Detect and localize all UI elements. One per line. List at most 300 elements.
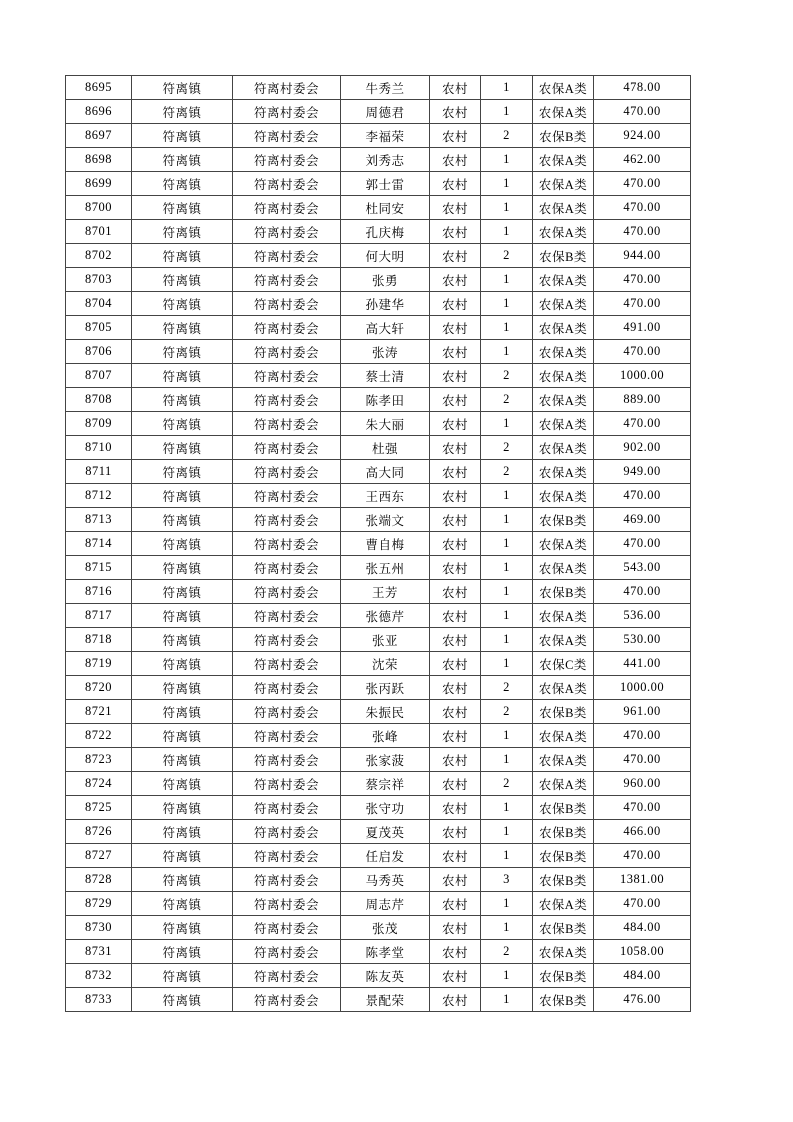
cell-id: 8699 (66, 172, 132, 196)
cell-name: 陈友英 (341, 964, 430, 988)
cell-category: 农保B类 (533, 580, 594, 604)
cell-amount: 470.00 (594, 580, 691, 604)
cell-category: 农保B类 (533, 244, 594, 268)
cell-town: 符离镇 (132, 676, 233, 700)
cell-count: 1 (481, 724, 533, 748)
cell-count: 1 (481, 604, 533, 628)
cell-type: 农村 (430, 988, 481, 1012)
cell-name: 曹自梅 (341, 532, 430, 556)
cell-count: 3 (481, 868, 533, 892)
cell-category: 农保A类 (533, 724, 594, 748)
table-row (66, 652, 691, 676)
table-row (66, 676, 691, 700)
cell-name: 马秀英 (341, 868, 430, 892)
cell-name: 陈孝堂 (341, 940, 430, 964)
cell-id: 8731 (66, 940, 132, 964)
cell-type: 农村 (430, 796, 481, 820)
table-row (66, 892, 691, 916)
cell-type: 农村 (430, 820, 481, 844)
cell-id: 8701 (66, 220, 132, 244)
cell-village: 符离村委会 (233, 148, 341, 172)
cell-name: 张端文 (341, 508, 430, 532)
cell-id: 8702 (66, 244, 132, 268)
cell-name: 蔡宗祥 (341, 772, 430, 796)
cell-name: 杜强 (341, 436, 430, 460)
cell-id: 8726 (66, 820, 132, 844)
cell-town: 符离镇 (132, 580, 233, 604)
cell-category: 农保A类 (533, 220, 594, 244)
table-row (66, 484, 691, 508)
cell-amount: 484.00 (594, 916, 691, 940)
cell-village: 符离村委会 (233, 700, 341, 724)
cell-amount: 470.00 (594, 292, 691, 316)
cell-town: 符离镇 (132, 316, 233, 340)
cell-amount: 961.00 (594, 700, 691, 724)
table-row (66, 508, 691, 532)
cell-amount: 1381.00 (594, 868, 691, 892)
table-row (66, 148, 691, 172)
cell-count: 1 (481, 220, 533, 244)
cell-village: 符离村委会 (233, 916, 341, 940)
cell-id: 8697 (66, 124, 132, 148)
cell-town: 符离镇 (132, 700, 233, 724)
cell-type: 农村 (430, 916, 481, 940)
cell-town: 符离镇 (132, 916, 233, 940)
cell-type: 农村 (430, 100, 481, 124)
cell-town: 符离镇 (132, 820, 233, 844)
cell-type: 农村 (430, 844, 481, 868)
cell-amount: 470.00 (594, 412, 691, 436)
cell-id: 8703 (66, 268, 132, 292)
cell-type: 农村 (430, 868, 481, 892)
cell-amount: 470.00 (594, 268, 691, 292)
cell-village: 符离村委会 (233, 964, 341, 988)
cell-name: 高大同 (341, 460, 430, 484)
cell-id: 8710 (66, 436, 132, 460)
cell-village: 符离村委会 (233, 988, 341, 1012)
cell-id: 8709 (66, 412, 132, 436)
table-row (66, 796, 691, 820)
cell-village: 符离村委会 (233, 436, 341, 460)
cell-id: 8722 (66, 724, 132, 748)
table-row (66, 868, 691, 892)
cell-type: 农村 (430, 172, 481, 196)
cell-name: 朱大丽 (341, 412, 430, 436)
cell-type: 农村 (430, 388, 481, 412)
cell-count: 1 (481, 76, 533, 100)
cell-amount: 462.00 (594, 148, 691, 172)
cell-village: 符离村委会 (233, 844, 341, 868)
cell-count: 1 (481, 484, 533, 508)
cell-village: 符离村委会 (233, 364, 341, 388)
cell-town: 符离镇 (132, 892, 233, 916)
cell-town: 符离镇 (132, 124, 233, 148)
table-row (66, 988, 691, 1012)
cell-id: 8720 (66, 676, 132, 700)
cell-town: 符离镇 (132, 412, 233, 436)
cell-amount: 441.00 (594, 652, 691, 676)
cell-count: 1 (481, 292, 533, 316)
cell-type: 农村 (430, 292, 481, 316)
cell-id: 8695 (66, 76, 132, 100)
cell-id: 8704 (66, 292, 132, 316)
cell-category: 农保B类 (533, 844, 594, 868)
cell-count: 1 (481, 268, 533, 292)
table-row (66, 820, 691, 844)
cell-village: 符离村委会 (233, 484, 341, 508)
cell-amount: 470.00 (594, 844, 691, 868)
table-row (66, 244, 691, 268)
cell-category: 农保A类 (533, 628, 594, 652)
cell-category: 农保A类 (533, 940, 594, 964)
cell-town: 符离镇 (132, 964, 233, 988)
cell-count: 1 (481, 892, 533, 916)
cell-category: 农保B类 (533, 700, 594, 724)
cell-id: 8713 (66, 508, 132, 532)
cell-town: 符离镇 (132, 148, 233, 172)
cell-village: 符离村委会 (233, 244, 341, 268)
cell-id: 8706 (66, 340, 132, 364)
cell-name: 何大明 (341, 244, 430, 268)
table-row (66, 76, 691, 100)
cell-count: 1 (481, 964, 533, 988)
cell-count: 1 (481, 628, 533, 652)
cell-category: 农保A类 (533, 676, 594, 700)
cell-count: 1 (481, 748, 533, 772)
cell-amount: 478.00 (594, 76, 691, 100)
cell-id: 8700 (66, 196, 132, 220)
cell-name: 李福荣 (341, 124, 430, 148)
cell-type: 农村 (430, 724, 481, 748)
cell-amount: 924.00 (594, 124, 691, 148)
cell-category: 农保C类 (533, 652, 594, 676)
cell-count: 2 (481, 436, 533, 460)
cell-count: 1 (481, 820, 533, 844)
cell-category: 农保A类 (533, 532, 594, 556)
cell-count: 2 (481, 676, 533, 700)
cell-name: 朱振民 (341, 700, 430, 724)
cell-id: 8715 (66, 556, 132, 580)
cell-town: 符离镇 (132, 988, 233, 1012)
cell-count: 1 (481, 196, 533, 220)
table-row (66, 628, 691, 652)
table-row (66, 172, 691, 196)
cell-amount: 470.00 (594, 796, 691, 820)
cell-town: 符离镇 (132, 796, 233, 820)
cell-village: 符离村委会 (233, 628, 341, 652)
cell-village: 符离村委会 (233, 196, 341, 220)
cell-category: 农保A类 (533, 748, 594, 772)
cell-category: 农保A类 (533, 292, 594, 316)
table-row (66, 724, 691, 748)
cell-type: 农村 (430, 772, 481, 796)
cell-category: 农保B类 (533, 964, 594, 988)
cell-amount: 543.00 (594, 556, 691, 580)
cell-name: 蔡士清 (341, 364, 430, 388)
cell-id: 8716 (66, 580, 132, 604)
cell-village: 符离村委会 (233, 388, 341, 412)
cell-village: 符离村委会 (233, 316, 341, 340)
cell-village: 符离村委会 (233, 532, 341, 556)
cell-name: 张涛 (341, 340, 430, 364)
cell-name: 杜同安 (341, 196, 430, 220)
cell-id: 8696 (66, 100, 132, 124)
cell-amount: 470.00 (594, 724, 691, 748)
cell-amount: 470.00 (594, 532, 691, 556)
cell-village: 符离村委会 (233, 100, 341, 124)
table-row (66, 916, 691, 940)
cell-type: 农村 (430, 436, 481, 460)
table-row (66, 700, 691, 724)
cell-town: 符离镇 (132, 940, 233, 964)
table-row (66, 340, 691, 364)
cell-id: 8730 (66, 916, 132, 940)
cell-id: 8724 (66, 772, 132, 796)
cell-name: 张德芹 (341, 604, 430, 628)
cell-village: 符离村委会 (233, 508, 341, 532)
cell-amount: 536.00 (594, 604, 691, 628)
cell-town: 符离镇 (132, 652, 233, 676)
cell-type: 农村 (430, 604, 481, 628)
cell-town: 符离镇 (132, 844, 233, 868)
cell-count: 1 (481, 988, 533, 1012)
cell-count: 1 (481, 172, 533, 196)
cell-count: 1 (481, 916, 533, 940)
cell-name: 张亚 (341, 628, 430, 652)
cell-id: 8719 (66, 652, 132, 676)
cell-category: 农保A类 (533, 76, 594, 100)
cell-town: 符离镇 (132, 388, 233, 412)
cell-name: 牛秀兰 (341, 76, 430, 100)
cell-type: 农村 (430, 556, 481, 580)
cell-village: 符离村委会 (233, 460, 341, 484)
cell-type: 农村 (430, 148, 481, 172)
cell-amount: 491.00 (594, 316, 691, 340)
cell-name: 张家菠 (341, 748, 430, 772)
cell-count: 1 (481, 508, 533, 532)
cell-category: 农保A类 (533, 364, 594, 388)
cell-count: 1 (481, 316, 533, 340)
cell-type: 农村 (430, 124, 481, 148)
cell-type: 农村 (430, 892, 481, 916)
cell-village: 符离村委会 (233, 652, 341, 676)
cell-town: 符离镇 (132, 508, 233, 532)
cell-count: 1 (481, 652, 533, 676)
cell-town: 符离镇 (132, 364, 233, 388)
table-body (66, 76, 691, 1012)
cell-category: 农保A类 (533, 316, 594, 340)
cell-village: 符离村委会 (233, 340, 341, 364)
cell-type: 农村 (430, 580, 481, 604)
cell-town: 符离镇 (132, 556, 233, 580)
cell-town: 符离镇 (132, 868, 233, 892)
cell-amount: 470.00 (594, 748, 691, 772)
cell-amount: 466.00 (594, 820, 691, 844)
cell-town: 符离镇 (132, 292, 233, 316)
cell-type: 农村 (430, 508, 481, 532)
cell-type: 农村 (430, 628, 481, 652)
cell-category: 农保A类 (533, 340, 594, 364)
table-row (66, 268, 691, 292)
cell-count: 2 (481, 940, 533, 964)
cell-town: 符离镇 (132, 244, 233, 268)
cell-amount: 470.00 (594, 340, 691, 364)
cell-village: 符离村委会 (233, 556, 341, 580)
cell-village: 符离村委会 (233, 892, 341, 916)
cell-id: 8707 (66, 364, 132, 388)
cell-name: 周德君 (341, 100, 430, 124)
cell-amount: 1058.00 (594, 940, 691, 964)
cell-id: 8717 (66, 604, 132, 628)
table-row (66, 580, 691, 604)
cell-category: 农保A类 (533, 148, 594, 172)
cell-amount: 949.00 (594, 460, 691, 484)
cell-id: 8721 (66, 700, 132, 724)
cell-town: 符离镇 (132, 196, 233, 220)
cell-name: 张茂 (341, 916, 430, 940)
cell-town: 符离镇 (132, 604, 233, 628)
table-row (66, 100, 691, 124)
cell-category: 农保A类 (533, 460, 594, 484)
cell-category: 农保B类 (533, 916, 594, 940)
cell-category: 农保B类 (533, 820, 594, 844)
cell-type: 农村 (430, 748, 481, 772)
cell-name: 孔庆梅 (341, 220, 430, 244)
cell-amount: 476.00 (594, 988, 691, 1012)
cell-village: 符离村委会 (233, 796, 341, 820)
cell-count: 2 (481, 772, 533, 796)
cell-town: 符离镇 (132, 724, 233, 748)
table-row (66, 196, 691, 220)
cell-name: 张五州 (341, 556, 430, 580)
cell-count: 1 (481, 796, 533, 820)
cell-amount: 889.00 (594, 388, 691, 412)
cell-name: 张峰 (341, 724, 430, 748)
cell-category: 农保B类 (533, 868, 594, 892)
cell-type: 农村 (430, 244, 481, 268)
table-row (66, 748, 691, 772)
cell-id: 8725 (66, 796, 132, 820)
cell-category: 农保A类 (533, 172, 594, 196)
cell-type: 农村 (430, 940, 481, 964)
cell-village: 符离村委会 (233, 268, 341, 292)
cell-category: 农保A类 (533, 556, 594, 580)
table-row (66, 772, 691, 796)
cell-village: 符离村委会 (233, 580, 341, 604)
cell-type: 农村 (430, 676, 481, 700)
cell-category: 农保A类 (533, 484, 594, 508)
table-row (66, 124, 691, 148)
cell-town: 符离镇 (132, 748, 233, 772)
cell-amount: 902.00 (594, 436, 691, 460)
cell-village: 符离村委会 (233, 748, 341, 772)
table-row (66, 292, 691, 316)
cell-id: 8712 (66, 484, 132, 508)
cell-amount: 470.00 (594, 220, 691, 244)
cell-village: 符离村委会 (233, 76, 341, 100)
cell-id: 8723 (66, 748, 132, 772)
cell-type: 农村 (430, 196, 481, 220)
cell-category: 农保B类 (533, 124, 594, 148)
cell-town: 符离镇 (132, 484, 233, 508)
cell-amount: 960.00 (594, 772, 691, 796)
cell-type: 农村 (430, 652, 481, 676)
cell-type: 农村 (430, 76, 481, 100)
cell-category: 农保B类 (533, 796, 594, 820)
cell-id: 8729 (66, 892, 132, 916)
cell-count: 2 (481, 124, 533, 148)
cell-type: 农村 (430, 220, 481, 244)
cell-type: 农村 (430, 484, 481, 508)
cell-name: 孙建华 (341, 292, 430, 316)
cell-amount: 1000.00 (594, 676, 691, 700)
cell-village: 符离村委会 (233, 820, 341, 844)
cell-count: 2 (481, 460, 533, 484)
cell-name: 张守功 (341, 796, 430, 820)
cell-village: 符离村委会 (233, 772, 341, 796)
cell-type: 农村 (430, 340, 481, 364)
cell-count: 2 (481, 388, 533, 412)
cell-count: 1 (481, 556, 533, 580)
cell-count: 1 (481, 580, 533, 604)
table-row (66, 940, 691, 964)
table-row (66, 388, 691, 412)
cell-amount: 530.00 (594, 628, 691, 652)
cell-amount: 944.00 (594, 244, 691, 268)
cell-village: 符离村委会 (233, 868, 341, 892)
cell-count: 1 (481, 340, 533, 364)
cell-category: 农保A类 (533, 388, 594, 412)
cell-village: 符离村委会 (233, 172, 341, 196)
cell-amount: 1000.00 (594, 364, 691, 388)
cell-type: 农村 (430, 700, 481, 724)
cell-name: 刘秀志 (341, 148, 430, 172)
cell-category: 农保B类 (533, 508, 594, 532)
cell-category: 农保A类 (533, 268, 594, 292)
cell-type: 农村 (430, 964, 481, 988)
cell-id: 8714 (66, 532, 132, 556)
cell-name: 陈孝田 (341, 388, 430, 412)
cell-category: 农保A类 (533, 196, 594, 220)
cell-amount: 484.00 (594, 964, 691, 988)
cell-count: 2 (481, 700, 533, 724)
cell-count: 1 (481, 148, 533, 172)
cell-count: 1 (481, 532, 533, 556)
payment-roster-table (65, 75, 691, 1012)
table-row (66, 604, 691, 628)
cell-town: 符离镇 (132, 76, 233, 100)
cell-id: 8708 (66, 388, 132, 412)
cell-amount: 469.00 (594, 508, 691, 532)
cell-village: 符离村委会 (233, 604, 341, 628)
table-row (66, 460, 691, 484)
cell-type: 农村 (430, 364, 481, 388)
cell-town: 符离镇 (132, 628, 233, 652)
table-row (66, 844, 691, 868)
cell-town: 符离镇 (132, 340, 233, 364)
cell-name: 任启发 (341, 844, 430, 868)
cell-town: 符离镇 (132, 172, 233, 196)
cell-count: 1 (481, 412, 533, 436)
cell-count: 1 (481, 100, 533, 124)
cell-count: 2 (481, 244, 533, 268)
cell-village: 符离村委会 (233, 724, 341, 748)
cell-name: 王西东 (341, 484, 430, 508)
cell-town: 符离镇 (132, 100, 233, 124)
cell-name: 张勇 (341, 268, 430, 292)
cell-village: 符离村委会 (233, 220, 341, 244)
table-row (66, 532, 691, 556)
